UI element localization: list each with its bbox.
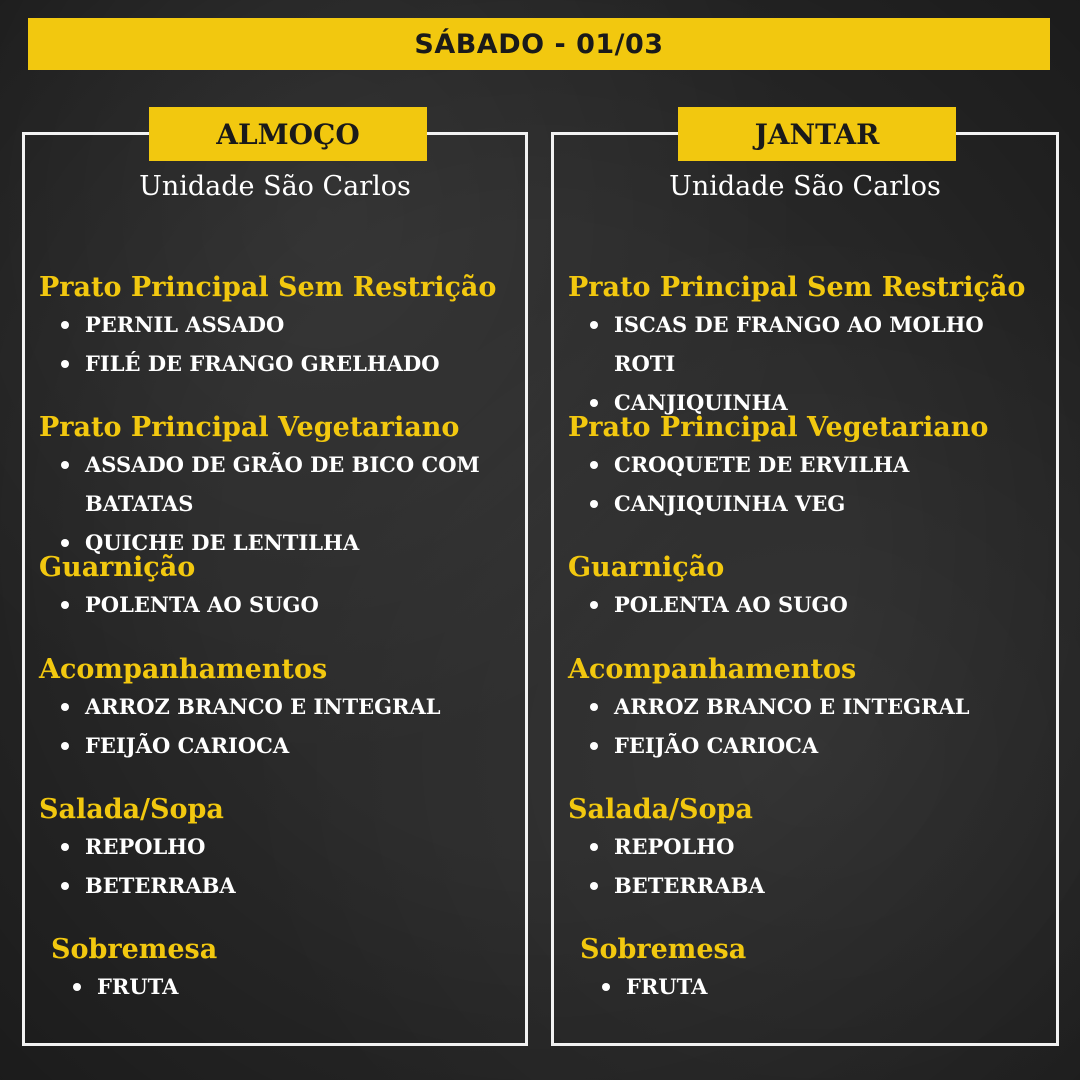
item-list: [568, 687, 1048, 765]
section-title: Prato Principal Sem Restrição: [568, 272, 1026, 303]
list-item: REPOLHO: [590, 827, 1048, 866]
item-list: [568, 827, 1048, 905]
date-title: SÁBADO - 01/03: [414, 28, 664, 60]
bullet-icon: [73, 983, 81, 991]
section-title: Acompanhamentos: [39, 654, 328, 685]
section-title: Guarnição: [39, 552, 196, 583]
item-list: [568, 305, 1048, 422]
list-item: CANJIQUINHA: [590, 383, 1048, 422]
item-list: [39, 585, 519, 624]
item-list: [568, 445, 1048, 523]
list-item: ISCAS DE FRANGO AO MOLHO ROTI: [590, 305, 1048, 383]
bullet-icon: [61, 703, 69, 711]
lunch-section-accomp: [39, 653, 519, 765]
section-title: Prato Principal Sem Restrição: [39, 272, 497, 303]
list-item: CANJIQUINHA VEG: [590, 484, 1048, 523]
section-title: Sobremesa: [580, 934, 747, 965]
list-item: BETERRABA: [61, 866, 519, 905]
lunch-section-dessert: [51, 933, 531, 1006]
lunch-section-side: [39, 551, 519, 624]
section-title: Prato Principal Vegetariano: [568, 412, 989, 443]
dinner-unit: Unidade São Carlos: [669, 171, 941, 202]
bullet-icon: [61, 321, 69, 329]
list-item: FEIJÃO CARIOCA: [61, 726, 519, 765]
date-banner: [28, 18, 1050, 70]
bullet-icon: [61, 461, 69, 469]
section-title: Salada/Sopa: [39, 794, 224, 825]
list-item: ARROZ BRANCO E INTEGRAL: [590, 687, 1048, 726]
section-title: Acompanhamentos: [568, 654, 857, 685]
bullet-icon: [590, 321, 598, 329]
item-list: [580, 967, 1060, 1006]
dinner-panel: [551, 117, 1059, 1046]
lunch-section-main: [39, 271, 519, 383]
list-item: REPOLHO: [61, 827, 519, 866]
list-item: ASSADO DE GRÃO DE BICO COM BATATAS: [61, 445, 519, 523]
dinner-section-veg: [568, 411, 1048, 523]
list-item: FRUTA: [73, 967, 531, 1006]
bullet-icon: [590, 461, 598, 469]
dinner-section-salad: [568, 793, 1048, 905]
dinner-section-accomp: [568, 653, 1048, 765]
item-list: [39, 687, 519, 765]
section-title: Salada/Sopa: [568, 794, 753, 825]
section-title: Prato Principal Vegetariano: [39, 412, 460, 443]
bullet-icon: [590, 399, 598, 407]
lunch-unit: Unidade São Carlos: [139, 171, 411, 202]
lunch-section-veg: [39, 411, 519, 562]
item-list: [568, 585, 1048, 624]
item-list: [39, 827, 519, 905]
bullet-icon: [61, 843, 69, 851]
bullet-icon: [61, 601, 69, 609]
bullet-icon: [590, 601, 598, 609]
dinner-section-main: [568, 271, 1048, 422]
list-item: FRUTA: [602, 967, 1060, 1006]
lunch-panel: [22, 117, 528, 1046]
list-item: POLENTA AO SUGO: [590, 585, 1048, 624]
list-item: POLENTA AO SUGO: [61, 585, 519, 624]
bullet-icon: [61, 742, 69, 750]
list-item: FILÉ DE FRANGO GRELHADO: [61, 344, 519, 383]
dinner-tag: JANTAR: [678, 107, 956, 161]
list-item: BETERRABA: [590, 866, 1048, 905]
bullet-icon: [590, 843, 598, 851]
bullet-icon: [590, 742, 598, 750]
item-list: [39, 445, 519, 562]
bullet-icon: [61, 360, 69, 368]
section-title: Guarnição: [568, 552, 725, 583]
list-item: PERNIL ASSADO: [61, 305, 519, 344]
lunch-section-salad: [39, 793, 519, 905]
item-list: [51, 967, 531, 1006]
bullet-icon: [61, 539, 69, 547]
list-item: FEIJÃO CARIOCA: [590, 726, 1048, 765]
lunch-tag: ALMOÇO: [149, 107, 427, 161]
bullet-icon: [590, 882, 598, 890]
dinner-section-dessert: [580, 933, 1060, 1006]
bullet-icon: [61, 882, 69, 890]
bullet-icon: [602, 983, 610, 991]
bullet-icon: [590, 703, 598, 711]
bullet-icon: [590, 500, 598, 508]
list-item: QUICHE DE LENTILHA: [61, 523, 519, 562]
list-item: ARROZ BRANCO E INTEGRAL: [61, 687, 519, 726]
item-list: [39, 305, 519, 383]
list-item: CROQUETE DE ERVILHA: [590, 445, 1048, 484]
section-title: Sobremesa: [51, 934, 218, 965]
dinner-section-side: [568, 551, 1048, 624]
